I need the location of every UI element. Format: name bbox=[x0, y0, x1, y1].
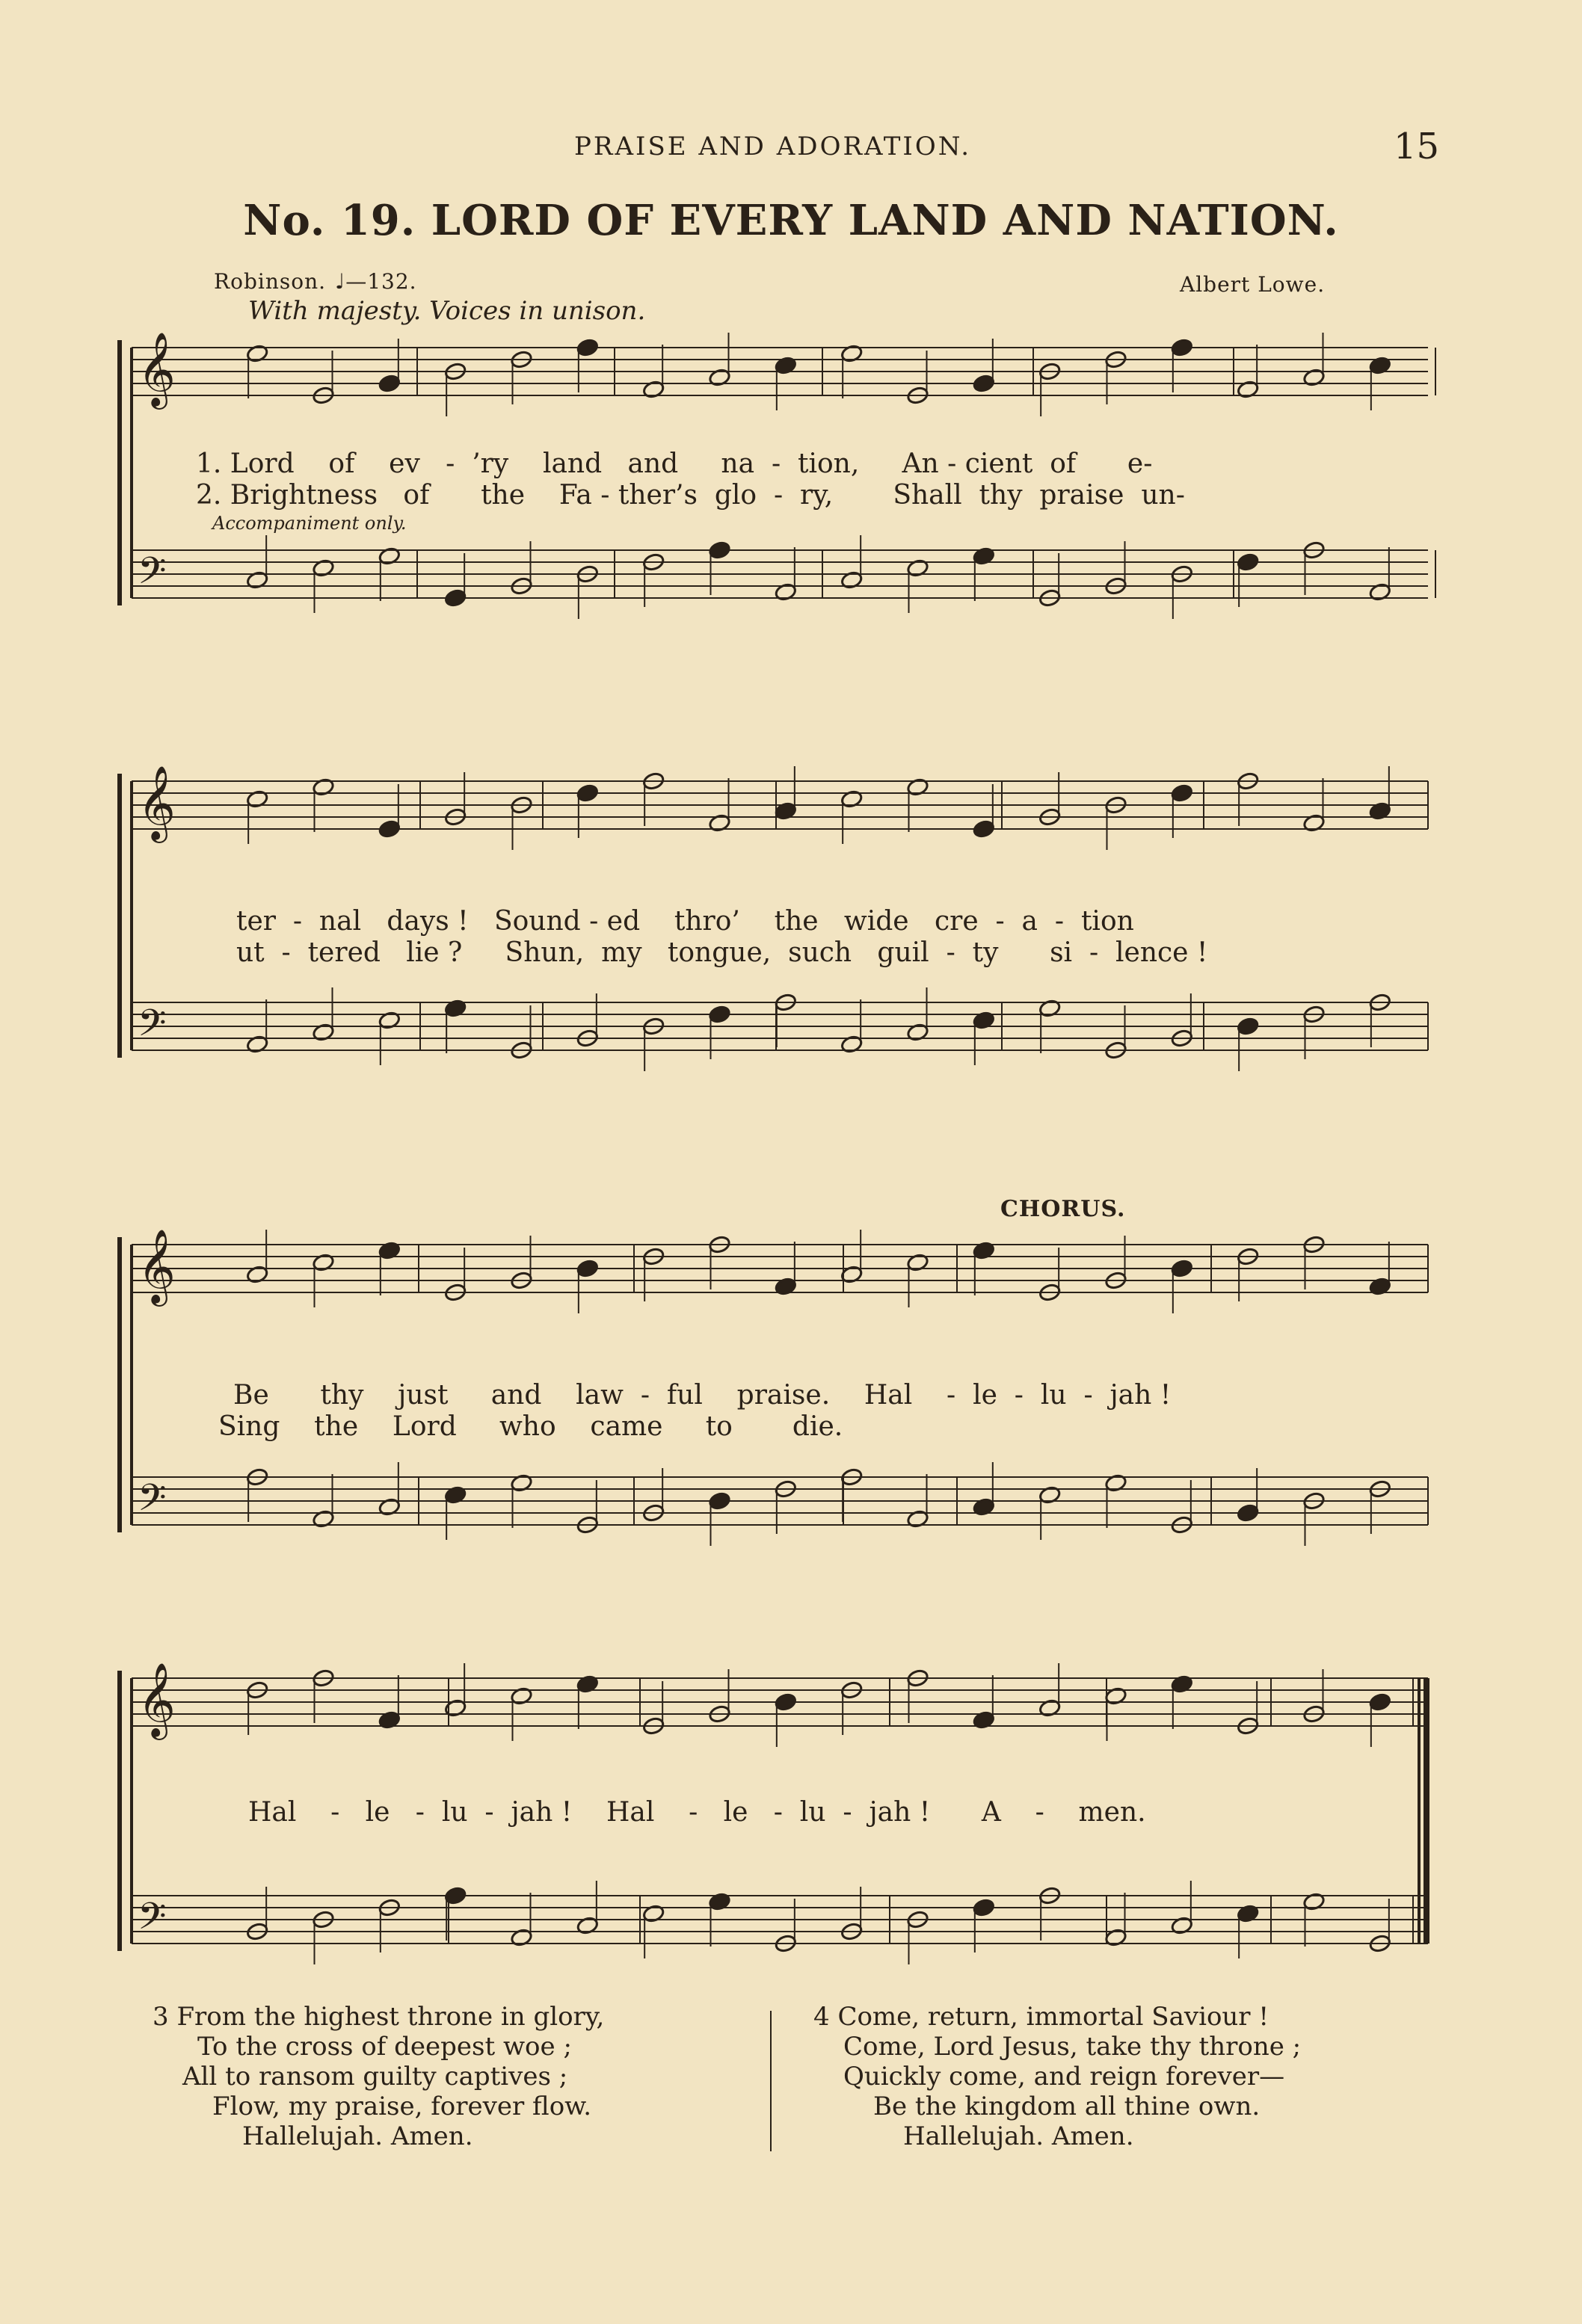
note-head bbox=[708, 1892, 731, 1911]
note-head bbox=[973, 1898, 996, 1917]
lyric-line: Sing the Lord who came to die. bbox=[218, 1411, 843, 1442]
note-head bbox=[973, 1011, 996, 1030]
verse-line: Be the kingdom all thine own. bbox=[873, 2092, 1261, 2121]
note-head bbox=[378, 546, 401, 566]
verse-4 bbox=[813, 2002, 1301, 2151]
note-head bbox=[1237, 1904, 1260, 1923]
lyric-line: 1. Lord of ev - ’ry land and na - tion, An - cient of e- bbox=[196, 449, 1153, 479]
note-head bbox=[576, 1259, 600, 1278]
note-head bbox=[906, 1253, 929, 1272]
verse-line: Quickly come, and reign forever— bbox=[843, 2062, 1285, 2092]
note-head bbox=[576, 1674, 600, 1694]
note-head bbox=[775, 1277, 798, 1296]
note-head bbox=[246, 1035, 269, 1054]
bass-clef-icon: 𝄢 bbox=[138, 1476, 167, 1529]
note-head bbox=[840, 789, 864, 809]
note-head bbox=[775, 582, 798, 602]
note-head bbox=[246, 344, 269, 363]
running-header: PRAISE AND ADORATION. bbox=[574, 132, 972, 161]
note-head bbox=[444, 999, 467, 1018]
verse-line: Come, Lord Jesus, take thy throne ; bbox=[843, 2032, 1302, 2062]
lyric-line: Hal - le - lu - jah ! Hal - le - lu - jah ! A - men. bbox=[248, 1797, 1146, 1828]
note-head bbox=[444, 1886, 467, 1905]
note-head bbox=[1171, 338, 1194, 357]
note-head bbox=[378, 1241, 401, 1260]
note-head bbox=[1038, 999, 1062, 1018]
note-head bbox=[1302, 1892, 1326, 1911]
note-head bbox=[246, 1265, 269, 1284]
note-head bbox=[510, 1473, 533, 1493]
note-head bbox=[312, 1253, 335, 1272]
note-head bbox=[1171, 783, 1194, 803]
note-head bbox=[840, 570, 864, 590]
note-head bbox=[1038, 1698, 1062, 1718]
note-head bbox=[378, 1497, 401, 1517]
note-head bbox=[444, 1698, 467, 1718]
bass-clef-icon: 𝄢 bbox=[138, 1895, 167, 1947]
note-head bbox=[906, 1509, 929, 1529]
note-head bbox=[708, 1491, 731, 1511]
note-head bbox=[1237, 552, 1260, 572]
author: Albert Lowe. bbox=[1180, 272, 1326, 297]
note-head bbox=[642, 380, 665, 399]
note-head bbox=[1369, 1692, 1392, 1712]
tempo-marking: ♩—132. bbox=[335, 269, 417, 294]
note-head bbox=[378, 1011, 401, 1030]
note-head bbox=[444, 588, 467, 608]
note-head bbox=[1302, 368, 1326, 387]
note-head bbox=[1369, 801, 1392, 821]
hymn-title: No. 19. LORD OF EVERY LAND AND NATION. bbox=[243, 196, 1339, 245]
treble-clef-icon: 𝄞 bbox=[138, 332, 176, 407]
note-head bbox=[312, 777, 335, 797]
note-head bbox=[378, 1710, 401, 1730]
lyric-line: ut - tered lie ? Shun, my tongue, such guil - ty si - lence ! bbox=[236, 937, 1208, 968]
note-head bbox=[1038, 1485, 1062, 1505]
verse-line: Hallelujah. Amen. bbox=[242, 2121, 473, 2151]
verse-line: All to ransom guilty captives ; bbox=[182, 2062, 568, 2092]
note-head bbox=[246, 570, 269, 590]
lyric-line: Be thy just and law - ful praise. Hal - le - lu - jah ! bbox=[233, 1380, 1172, 1411]
note-head bbox=[973, 1710, 996, 1730]
note-head bbox=[1369, 356, 1392, 375]
note-head bbox=[973, 1497, 996, 1517]
note-head bbox=[1104, 1473, 1127, 1493]
note-head bbox=[312, 1023, 335, 1042]
note-head bbox=[708, 540, 731, 560]
note-head bbox=[708, 1005, 731, 1024]
note-head bbox=[1369, 1277, 1392, 1296]
note-head bbox=[840, 1035, 864, 1054]
note-head bbox=[312, 1509, 335, 1529]
verse-line: Hallelujah. Amen. bbox=[903, 2121, 1134, 2151]
page-number: 15 bbox=[1394, 126, 1440, 167]
note-head bbox=[906, 558, 929, 578]
note-head bbox=[906, 777, 929, 797]
performance-direction: With majesty. Voices in unison. bbox=[248, 296, 646, 326]
note-head bbox=[1104, 1686, 1127, 1706]
note-head bbox=[444, 1485, 467, 1505]
chorus-label: CHORUS. bbox=[1000, 1196, 1126, 1222]
note-head bbox=[1104, 1928, 1127, 1947]
treble-clef-icon: 𝄞 bbox=[138, 1229, 176, 1304]
treble-clef-icon: 𝄞 bbox=[138, 1662, 176, 1737]
lyric-line: 2. Brightness of the Fa - ther’s glo - ry, Shall thy praise un- bbox=[196, 480, 1185, 511]
note-head bbox=[1171, 1674, 1194, 1694]
note-head bbox=[973, 1241, 996, 1260]
accompaniment-note: Accompaniment only. bbox=[212, 513, 407, 534]
note-head bbox=[1302, 813, 1326, 833]
note-head bbox=[973, 374, 996, 393]
verse-line: 4 Come, return, immortal Saviour ! bbox=[813, 2002, 1269, 2032]
verse-line: Flow, my praise, forever flow. bbox=[212, 2092, 592, 2121]
treble-clef-icon: 𝄞 bbox=[138, 765, 176, 840]
note-head bbox=[1369, 582, 1392, 602]
note-head bbox=[510, 1928, 533, 1947]
note-head bbox=[973, 819, 996, 839]
note-head bbox=[642, 1904, 665, 1923]
note-head bbox=[1237, 1017, 1260, 1036]
verse-3 bbox=[153, 2002, 604, 2151]
note-head bbox=[576, 783, 600, 803]
note-head bbox=[1171, 1916, 1194, 1935]
bass-clef-icon: 𝄢 bbox=[138, 1002, 167, 1054]
lyric-line: ter - nal days ! Sound - ed thro’ the wide cre - a - tion bbox=[236, 906, 1134, 937]
note-head bbox=[1171, 1259, 1194, 1278]
note-head bbox=[840, 344, 864, 363]
note-head bbox=[312, 558, 335, 578]
verse-line: 3 From the highest throne in glory, bbox=[153, 2002, 605, 2032]
bass-clef-icon: 𝄢 bbox=[138, 549, 167, 602]
note-head bbox=[378, 374, 401, 393]
verse-line: To the cross of deepest woe ; bbox=[197, 2032, 572, 2062]
note-head bbox=[708, 813, 731, 833]
note-head bbox=[510, 1686, 533, 1706]
note-head bbox=[708, 368, 731, 387]
note-head bbox=[775, 356, 798, 375]
note-head bbox=[246, 789, 269, 809]
note-head bbox=[576, 1916, 600, 1935]
note-head bbox=[775, 1692, 798, 1712]
tune-composer: Robinson. bbox=[214, 269, 327, 294]
note-head bbox=[378, 819, 401, 839]
note-head bbox=[906, 1023, 929, 1042]
note-head bbox=[1237, 380, 1260, 399]
note-head bbox=[576, 338, 600, 357]
note-head bbox=[973, 546, 996, 566]
note-head bbox=[775, 801, 798, 821]
verse-divider bbox=[770, 2011, 772, 2151]
note-head bbox=[1237, 1503, 1260, 1523]
